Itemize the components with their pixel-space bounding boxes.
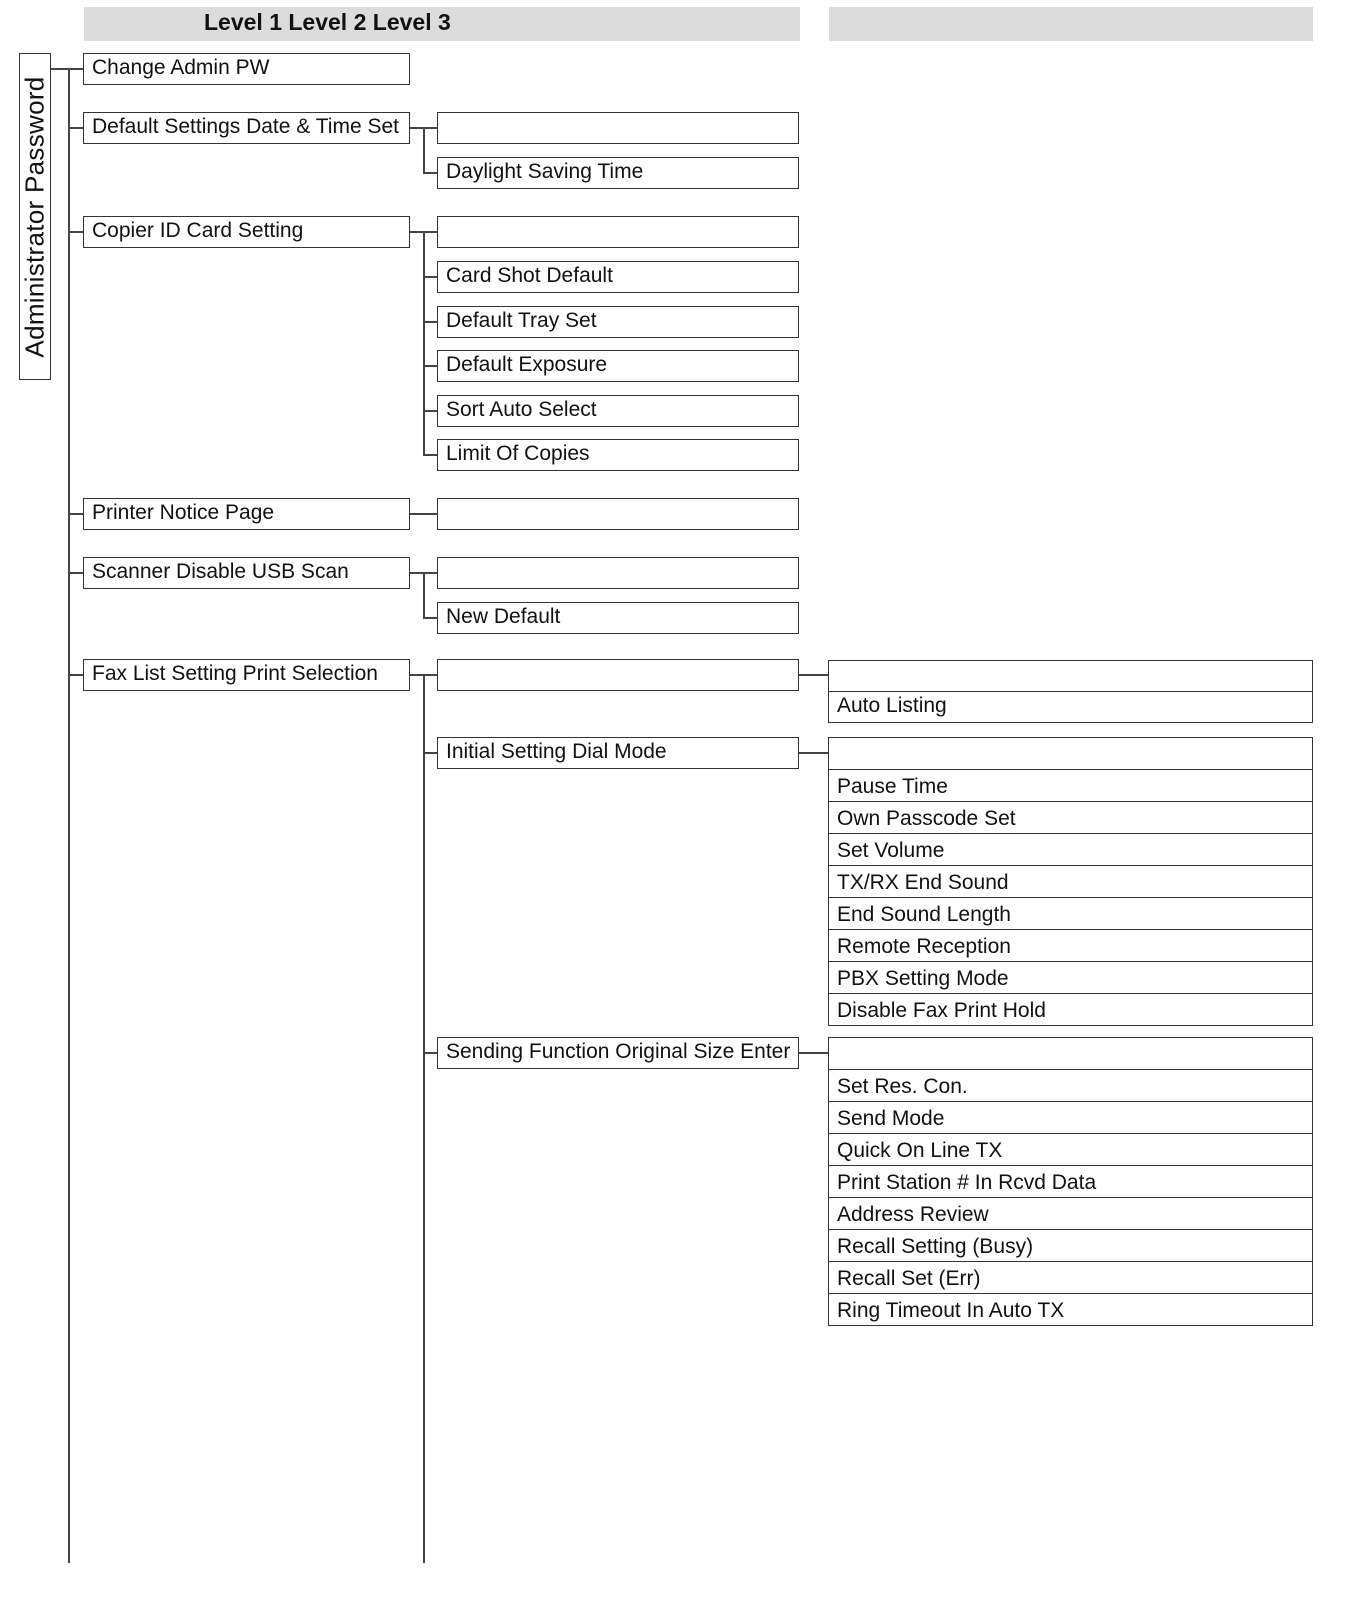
level3-node [828, 660, 1313, 692]
connector [69, 513, 84, 515]
level3-node [828, 1037, 1313, 1070]
level1-node: Default Settings Date & Time Set [83, 112, 410, 144]
level3-node: Ring Timeout In Auto TX [828, 1293, 1313, 1326]
connector [423, 752, 438, 754]
level3-node: Quick On Line TX [828, 1133, 1313, 1166]
connector [799, 1052, 829, 1054]
connector [423, 231, 425, 454]
level3-node: Auto Listing [828, 691, 1313, 723]
level3-node: Print Station # In Rcvd Data [828, 1165, 1313, 1198]
connector [799, 752, 829, 754]
level2-node: Sort Auto Select [437, 395, 799, 427]
level3-node: Set Volume [828, 833, 1313, 866]
level3-node: Set Res. Con. [828, 1069, 1313, 1102]
connector [423, 410, 438, 412]
level2-node: Initial Setting Dial Mode [437, 737, 799, 769]
level2-node: Daylight Saving Time [437, 157, 799, 189]
level2-node: Default Tray Set [437, 306, 799, 338]
level2-node: Sending Function Original Size Enter [437, 1037, 799, 1069]
level2-node: Limit Of Copies [437, 439, 799, 471]
level3-node: End Sound Length [828, 897, 1313, 930]
connector [799, 674, 829, 676]
level2-node [437, 498, 799, 530]
connector [69, 127, 84, 129]
level3-node: Remote Reception [828, 929, 1313, 962]
connector [423, 617, 438, 619]
connector [69, 68, 84, 70]
level3-node: Address Review [828, 1197, 1313, 1230]
level3-node: Pause Time [828, 769, 1313, 802]
connector [423, 321, 438, 323]
level3-node: PBX Setting Mode [828, 961, 1313, 994]
connector [423, 572, 425, 618]
connector [69, 572, 84, 574]
header-bar-level-3 [829, 7, 1313, 41]
level2-node: Default Exposure [437, 350, 799, 382]
level3-node: Own Passcode Set [828, 801, 1313, 834]
connector [423, 172, 438, 174]
level1-node: Copier ID Card Setting [83, 216, 410, 248]
connector [69, 674, 84, 676]
root-node [19, 53, 51, 380]
level3-node: Recall Set (Err) [828, 1261, 1313, 1294]
level1-node: Change Admin PW [83, 53, 410, 85]
level1-trunk [68, 68, 70, 1563]
header-levels-label: Level 1 Level 2 Level 3 [204, 9, 451, 35]
level3-node: Disable Fax Print Hold [828, 993, 1313, 1026]
level2-node [437, 112, 799, 144]
connector [423, 276, 438, 278]
level2-node [437, 557, 799, 589]
level3-node [828, 737, 1313, 770]
connector [423, 365, 438, 367]
connector [410, 674, 438, 676]
level3-node: Recall Setting (Busy) [828, 1229, 1313, 1262]
level2-node [437, 216, 799, 248]
root-connector [51, 68, 69, 70]
level3-node: Send Mode [828, 1101, 1313, 1134]
connector [423, 127, 425, 173]
root-label: Administrator Password [19, 75, 50, 358]
level2-node: Card Shot Default [437, 261, 799, 293]
level1-node: Scanner Disable USB Scan [83, 557, 410, 589]
level1-node: Fax List Setting Print Selection [83, 659, 410, 691]
connector [410, 513, 438, 515]
level3-node: TX/RX End Sound [828, 865, 1313, 898]
connector [423, 1052, 438, 1054]
level2-node [437, 659, 799, 691]
fax-level2-trunk [423, 674, 425, 1563]
connector [69, 231, 84, 233]
connector [423, 454, 438, 456]
level2-node: New Default [437, 602, 799, 634]
level1-node: Printer Notice Page [83, 498, 410, 530]
